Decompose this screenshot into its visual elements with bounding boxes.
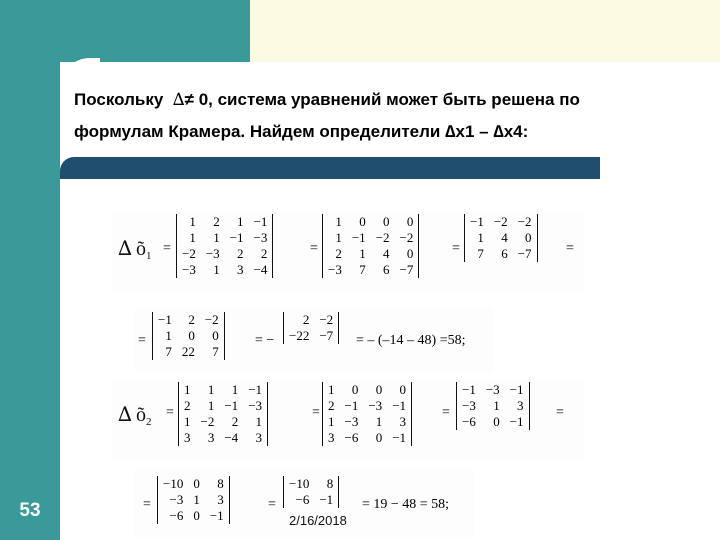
matrix-row [465,246,537,262]
matrix-cell: 1 [335,230,342,245]
matrix-row [465,230,537,246]
matrix-cell: 1 [359,246,366,261]
eq2-det-b [322,382,412,446]
matrix-cell: 1 [165,328,172,343]
matrix-cell: 1 [328,414,335,429]
matrix-row [323,230,418,246]
matrix-row [323,398,411,414]
matrix-cell: −2 [399,230,414,245]
matrix-cell: 2 [213,214,220,229]
eq1-det-e [283,312,339,344]
matrix-cell: 1 [375,414,383,429]
matrix-cell: 2 [231,414,239,429]
matrix-cell: 1 [493,398,500,413]
text-before: Поскольку [74,90,164,109]
matrix-cell: 1 [189,230,196,245]
text-line-2: формулам Крамера. Найдем определители ∆x1 – ∆x4: [74,122,529,141]
matrix-cell: −1 [158,312,172,327]
matrix-row [284,476,338,492]
matrix-cell: 3 [184,430,191,445]
matrix-cell: −1 [392,398,407,413]
matrix-cell: 0 [359,214,366,229]
matrix-cell: 7 [212,344,219,359]
matrix-row [179,414,267,430]
matrix-row [153,312,224,328]
matrix-row [457,382,529,398]
matrix-cell: 0 [375,430,383,445]
matrix-row [177,214,272,230]
matrix-cell: 0 [193,508,200,523]
matrix-cell: 2 [328,398,335,413]
title-bar [60,157,600,179]
matrix-cell: −6 [295,492,310,507]
matrix-cell: −3 [182,262,196,277]
matrix-row [153,344,224,360]
eq1b-minus: = − [255,333,275,348]
matrix-cell: −4 [253,262,268,277]
matrix-cell: 4 [501,230,508,245]
matrix-row [153,328,224,344]
matrix-cell: 0 [188,328,195,343]
matrix-cell: −6 [462,414,476,429]
matrix-cell: 7 [477,246,484,261]
matrix-cell: −7 [319,328,334,343]
matrix-cell: 1 [184,414,191,429]
matrix-cell: 3 [328,430,335,445]
matrix-row [158,492,229,508]
matrix-cell: −1 [253,214,268,229]
eq2-det-e [283,476,339,508]
matrix-cell: −7 [517,246,532,261]
matrix-cell: 2 [260,246,268,261]
matrix-cell: −6 [344,430,359,445]
eq2-var: õ [135,404,146,426]
eq2-eq-sign-4: = [556,405,564,420]
eq2b-eq-sign-2: = [268,497,276,512]
matrix-cell: −1 [229,230,244,245]
matrix-cell: 1 [207,398,215,413]
matrix-cell: 2 [188,312,195,327]
matrix-cell: −2 [204,312,219,327]
text-after: 0, система уравнений может быть решена по [193,90,580,109]
matrix-cell: 2 [184,398,191,413]
matrix-cell: −2 [517,214,532,229]
matrix-row [284,328,338,344]
matrix-row [177,246,272,262]
matrix-row [465,214,537,230]
matrix-cell: −3 [368,398,383,413]
matrix-cell: −3 [485,382,500,397]
matrix-cell: 1 [335,214,342,229]
text-line-1 [74,84,684,116]
eq1b-eq-sign: = [138,333,146,348]
eq2-eq-sign: = [166,405,174,420]
matrix-cell: 3 [217,492,224,507]
matrix-cell: 0 [375,382,383,397]
matrix-cell: −1 [392,430,407,445]
matrix-row [158,476,229,492]
matrix-row [179,382,267,398]
matrix-cell: −1 [509,414,524,429]
matrix-cell: −1 [470,214,484,229]
matrix-cell: 3 [207,430,215,445]
matrix-cell: −2 [375,230,390,245]
matrix-cell: 1 [184,382,191,397]
matrix-row [323,430,411,446]
eq2b-eq-sign: = [143,497,151,512]
matrix-cell: −3 [169,492,184,507]
matrix-cell: −3 [462,398,476,413]
matrix-cell: 3 [255,430,263,445]
top-decor-block [60,0,250,62]
eq1-eq-sign-4: = [566,241,574,256]
matrix-row [323,262,418,278]
matrix-cell: −2 [319,312,334,327]
eq1-det-d [152,312,225,360]
eq2-result: = 19 − 48 = 58; [362,497,450,512]
matrix-row [323,414,411,430]
matrix-cell: 7 [165,344,172,359]
eq1-eq-sign: = [163,241,171,256]
matrix-row [284,492,338,508]
eq1-det-c [464,214,538,262]
matrix-cell: 0 [351,382,359,397]
eq2-det-a [178,382,268,446]
matrix-cell: 0 [493,414,500,429]
matrix-cell: 1 [207,382,215,397]
matrix-cell: −3 [344,414,359,429]
matrix-cell: 0 [399,382,407,397]
delta-symbol: ∆ [172,90,185,110]
matrix-cell: 1 [213,262,220,277]
matrix-row [177,262,272,278]
matrix-cell: 0 [383,214,390,229]
matrix-row [158,508,229,524]
eq2-lhs [118,402,151,428]
eq2-eq-sign-3: = [442,405,450,420]
matrix-cell: −3 [328,262,342,277]
matrix-cell: 3 [517,398,524,413]
matrix-cell: 8 [217,476,224,491]
matrix-cell: 1 [231,382,239,397]
matrix-cell: −3 [205,246,220,261]
matrix-cell: −1 [248,382,263,397]
slide-date: 2/16/2018 [289,513,347,528]
matrix-cell: 0 [212,328,219,343]
top-yellow-panel [250,0,720,62]
matrix-cell: −6 [169,508,184,523]
matrix-row [457,398,529,414]
matrix-row [179,398,267,414]
matrix-row [177,230,272,246]
matrix-cell: 3 [237,262,244,277]
matrix-cell: 22 [181,344,195,359]
matrix-cell: −22 [289,328,310,343]
eq2-delta: ∆ [118,402,132,426]
matrix-cell: −1 [509,382,524,397]
eq1-det-b [322,214,419,278]
eq1-delta: ∆ [118,236,132,260]
matrix-row [179,430,267,446]
eq1-result: = – (–14 – 48) =58; [356,333,466,348]
matrix-cell: −3 [253,230,268,245]
matrix-row [284,312,338,328]
matrix-cell: 2 [302,312,310,327]
matrix-cell: 1 [237,214,244,229]
matrix-cell: −1 [462,382,476,397]
matrix-cell: 2 [335,246,342,261]
slide-text [74,84,684,148]
eq2-sub: 2 [145,416,152,428]
matrix-cell: −2 [182,246,196,261]
matrix-cell: −1 [224,398,239,413]
matrix-cell: −4 [224,430,239,445]
slide-number: 53 [19,500,41,521]
matrix-cell: 0 [406,246,414,261]
matrix-cell: −2 [200,414,215,429]
matrix-cell: 3 [399,414,407,429]
eq2-eq-sign-2: = [312,405,320,420]
matrix-row [323,382,411,398]
matrix-cell: 2 [237,246,244,261]
side-bar [0,0,60,540]
matrix-cell: 1 [189,214,196,229]
matrix-cell: 1 [255,414,263,429]
matrix-cell: 0 [406,214,414,229]
eq1-det-a [176,214,273,278]
matrix-cell: 1 [193,492,200,507]
matrix-cell: −1 [351,230,366,245]
matrix-cell: 4 [383,246,390,261]
matrix-cell: 6 [501,246,508,261]
matrix-cell: −3 [248,398,263,413]
eq1-eq-sign-2: = [310,241,318,256]
eq2-det-c [456,382,530,430]
eq2-det-d [157,476,230,524]
matrix-cell: 0 [525,230,532,245]
matrix-cell: −10 [163,476,184,491]
matrix-cell: −2 [493,214,508,229]
matrix-row [323,214,418,230]
matrix-cell: 8 [326,476,334,491]
not-equal-symbol: ≠ [184,90,194,109]
matrix-row [323,246,418,262]
matrix-row [457,414,529,430]
eq1-eq-sign-3: = [452,241,460,256]
matrix-cell: 6 [383,262,390,277]
matrix-cell: 7 [359,262,366,277]
matrix-cell: −7 [399,262,414,277]
eq1-lhs [118,236,151,262]
matrix-cell: −1 [319,492,334,507]
matrix-cell: 0 [193,476,200,491]
matrix-cell: 1 [328,382,335,397]
matrix-cell: −10 [289,476,310,491]
matrix-cell: −1 [344,398,359,413]
matrix-cell: 1 [477,230,484,245]
eq1-sub: 1 [145,250,152,262]
matrix-cell: −1 [209,508,224,523]
eq1-var: õ [135,238,146,260]
matrix-cell: 1 [213,230,220,245]
